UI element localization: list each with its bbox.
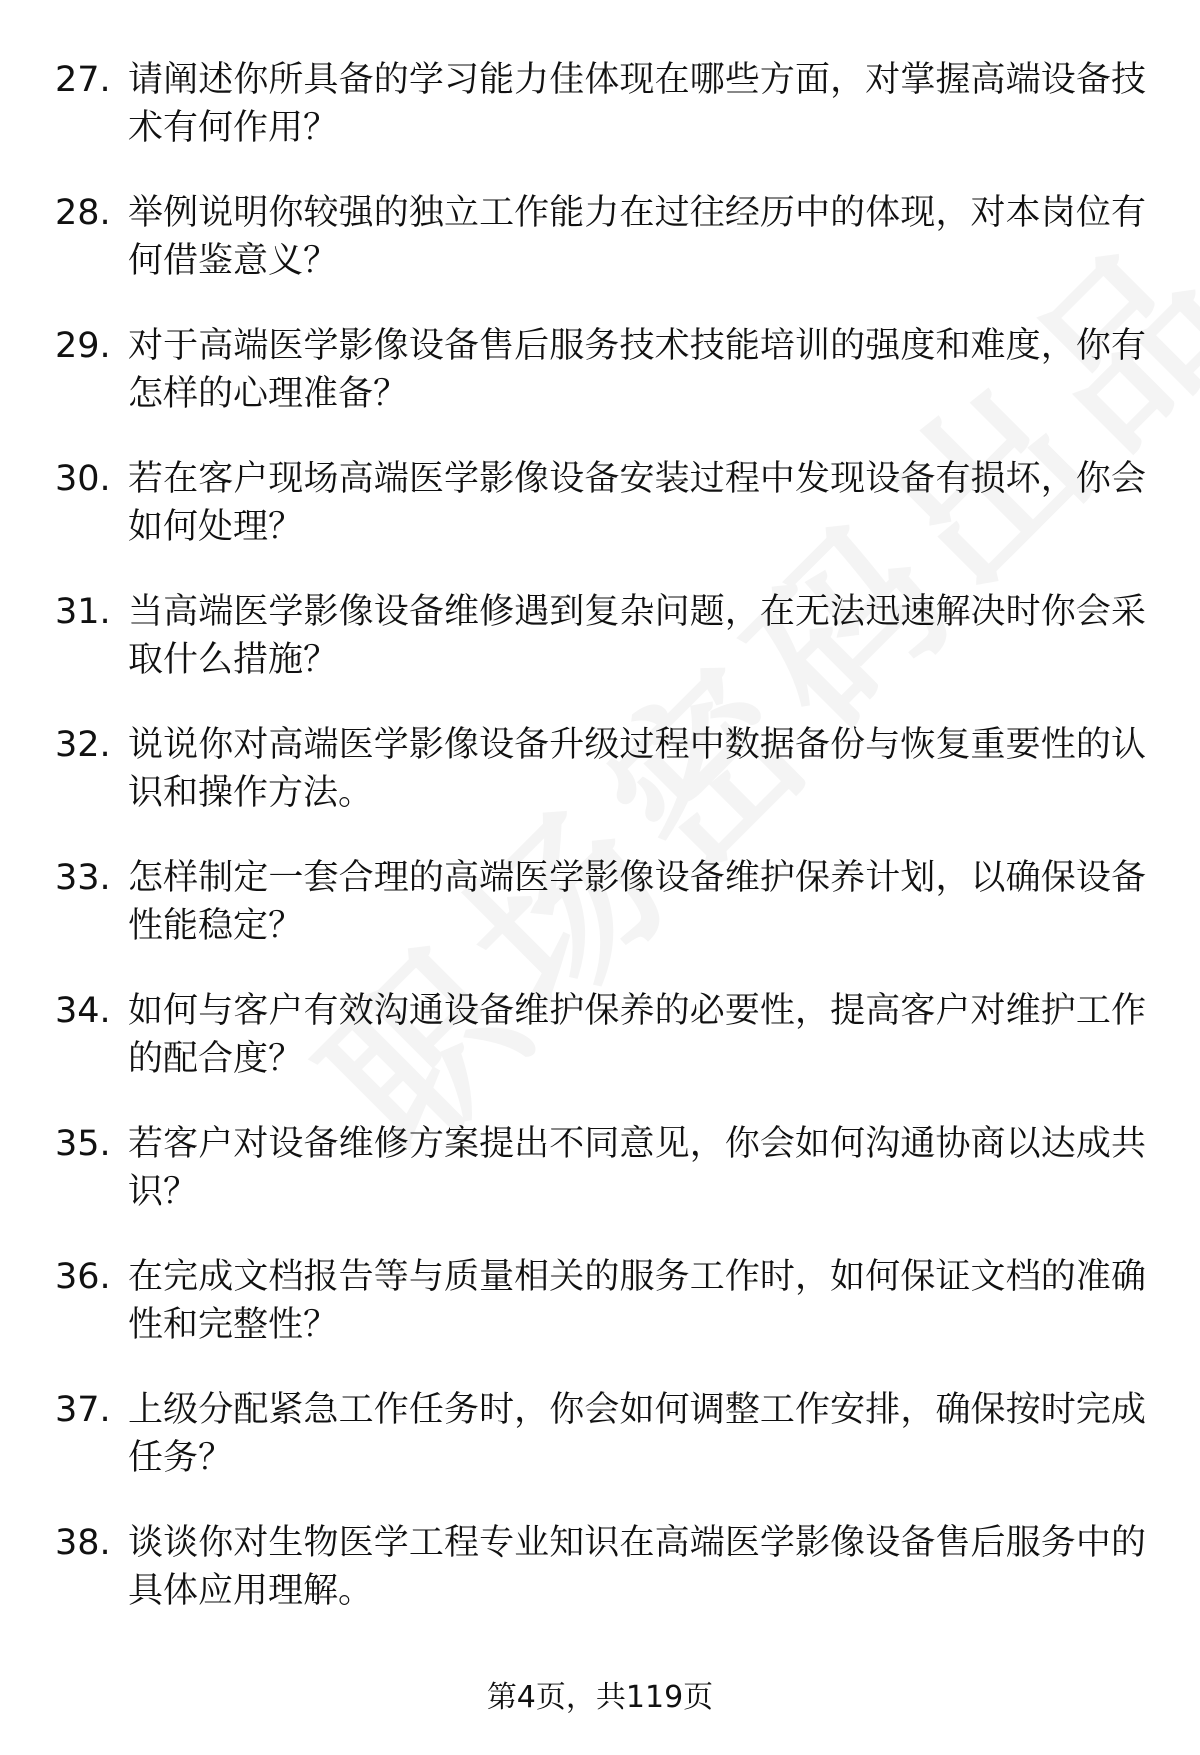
question-text: 举例说明你较强的独立工作能力在过往经历中的体现，对本岗位有何借鉴意义？	[128, 193, 1146, 281]
question-number: 29.	[55, 326, 111, 366]
page-number-footer: 第4页，共119页	[486, 1680, 714, 1715]
question-number: 36.	[55, 1257, 111, 1297]
question-number: 37.	[55, 1390, 111, 1430]
question-text: 谈谈你对生物医学工程专业知识在高端医学影像设备售后服务中的具体应用理解。	[128, 1523, 1146, 1611]
question-number: 33.	[55, 858, 111, 898]
question-text: 如何与客户有效沟通设备维护保养的必要性，提高客户对维护工作的配合度？	[128, 991, 1146, 1079]
question-item	[0, 455, 1200, 588]
question-number: 38.	[55, 1523, 111, 1563]
question-item	[0, 1120, 1200, 1253]
question-list	[0, 56, 1200, 1652]
question-number: 27.	[55, 60, 111, 100]
question-item	[0, 588, 1200, 721]
question-item	[0, 1253, 1200, 1386]
question-text: 请阐述你所具备的学习能力佳体现在哪些方面，对掌握高端设备技术有何作用？	[128, 60, 1146, 148]
question-text: 若客户对设备维修方案提出不同意见，你会如何沟通协商以达成共识？	[128, 1124, 1146, 1212]
question-number: 32.	[55, 725, 111, 765]
question-item	[0, 987, 1200, 1120]
question-item	[0, 56, 1200, 189]
question-text: 当高端医学影像设备维修遇到复杂问题，在无法迅速解决时你会采取什么措施？	[128, 592, 1146, 680]
question-number: 30.	[55, 459, 111, 499]
question-item	[0, 1519, 1200, 1652]
question-item	[0, 189, 1200, 322]
question-item	[0, 721, 1200, 854]
question-number: 35.	[55, 1124, 111, 1164]
question-number: 28.	[55, 193, 111, 233]
question-item	[0, 854, 1200, 987]
question-text: 说说你对高端医学影像设备升级过程中数据备份与恢复重要性的认识和操作方法。	[128, 725, 1146, 813]
question-number: 31.	[55, 592, 111, 632]
question-text: 怎样制定一套合理的高端医学影像设备维护保养计划，以确保设备性能稳定？	[128, 858, 1146, 946]
question-item	[0, 322, 1200, 455]
question-text: 若在客户现场高端医学影像设备安装过程中发现设备有损坏，你会如何处理？	[128, 459, 1146, 547]
question-text: 上级分配紧急工作任务时，你会如何调整工作安排，确保按时完成任务？	[128, 1390, 1146, 1478]
question-text: 对于高端医学影像设备售后服务技术技能培训的强度和难度，你有怎样的心理准备？	[128, 326, 1146, 414]
question-item	[0, 1386, 1200, 1519]
question-number: 34.	[55, 991, 111, 1031]
question-text: 在完成文档报告等与质量相关的服务工作时，如何保证文档的准确性和完整性？	[128, 1257, 1146, 1345]
